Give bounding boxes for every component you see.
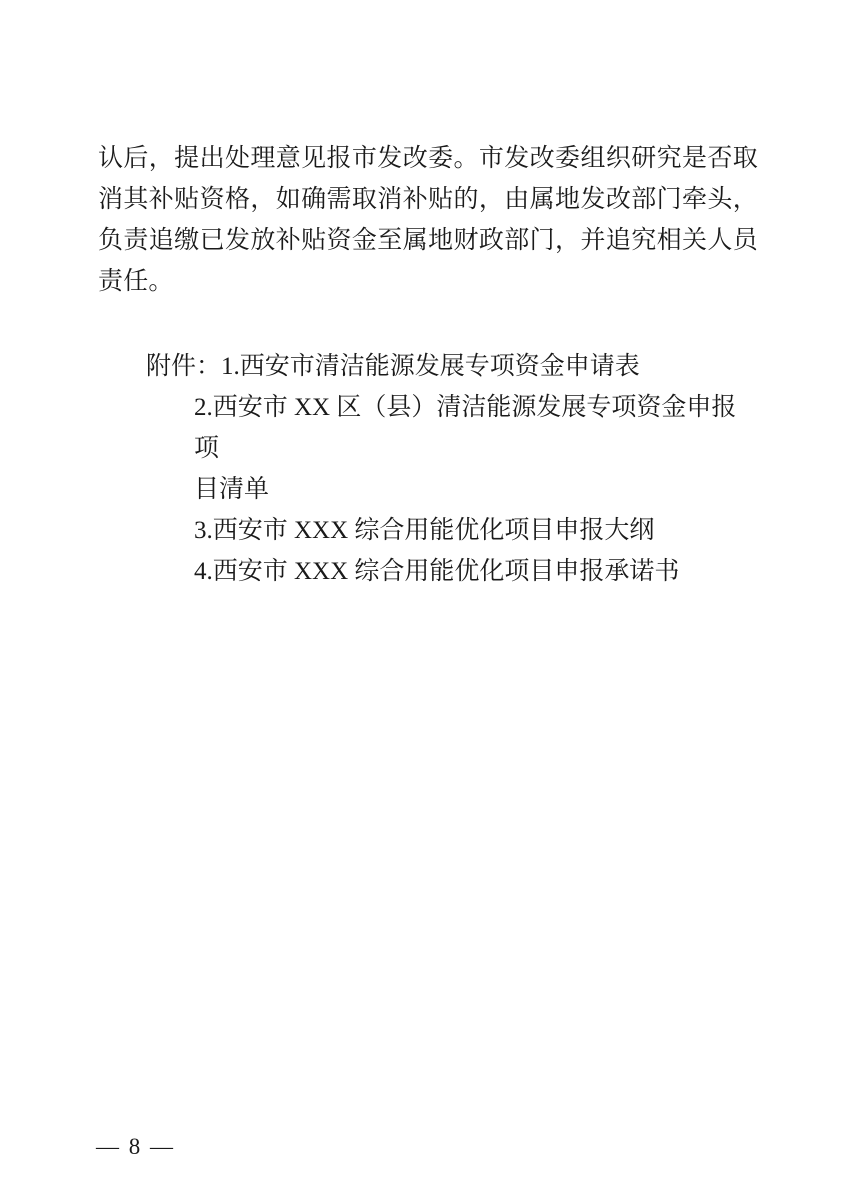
attachments-label: 附件： [146,353,222,380]
attachment-item-3: 3.西安市 XXX 综合用能优化项目申报大纲 [194,517,655,544]
attachment-line-3 [98,510,758,551]
attachment-item-2: 2.西安市 XX 区（县）清洁能源发展专项资金申报项 [194,394,737,462]
attachment-line-4 [98,551,758,592]
attachments-block [98,346,758,592]
document-content [98,138,758,592]
attachment-line-1 [98,346,758,387]
attachment-item-1: 1.西安市清洁能源发展专项资金申请表 [221,353,640,380]
attachment-item-4: 4.西安市 XXX 综合用能优化项目申报承诺书 [194,558,680,585]
page-number: — 8 — [96,1134,175,1159]
attachment-line-2 [98,387,758,469]
attachment-line-2-cont [98,469,758,510]
body-paragraph: 认后，提出处理意见报市发改委。市发改委组织研究是否取消其补贴资格，如确需取消补贴的，由属地发改部门牵头，负责追缴已发放补贴资金至属地财政部门，并追究相关人员责任。 [98,145,758,295]
attachment-item-2-wrap: 目清单 [194,476,270,503]
page-footer [0,1134,850,1160]
